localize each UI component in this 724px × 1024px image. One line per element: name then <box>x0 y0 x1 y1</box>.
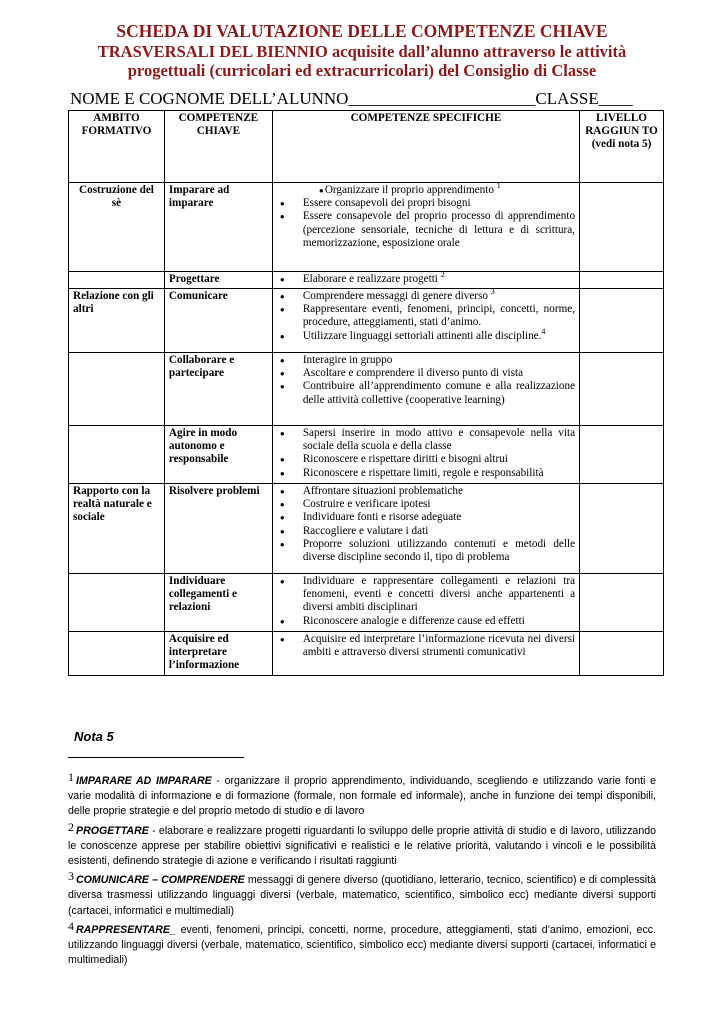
list-item: ● Contribuire all’apprendimento comune e alla realizzazione delle attività collettive (cooperative learning) <box>277 380 575 406</box>
header-competenze-specifiche: COMPETENZE SPECIFICHE <box>272 111 579 183</box>
specifiche-cell <box>272 183 579 272</box>
list-item: ● Costruire e verificare ipotesi <box>277 498 575 511</box>
table-row <box>69 183 664 272</box>
header-livello: LIVELLO RAGGIUN TO (vedi nota 5) <box>580 111 664 183</box>
list-item: ● Acquisire ed interpretare l’informazione ricevuta nei diversi ambiti e attraverso diversi strumenti comunicativi <box>277 633 575 659</box>
competenza-cell: Comunicare <box>164 289 272 353</box>
list-item: ● Riconoscere e rispettare diritti e bisogni altrui <box>277 453 575 466</box>
list-item: ● Essere consapevole del proprio processo di apprendimento (percezione sensoriale, tecniche di lettura e di scrittura, memorizzazione, esposizione orale <box>277 210 575 250</box>
competenza-cell: Progettare <box>164 272 272 289</box>
specifiche-cell <box>272 353 579 426</box>
footnotes <box>68 770 656 968</box>
competenza-cell: Collaborare e partecipare <box>164 353 272 426</box>
competenza-cell: Acquisire ed interpretare l’informazione <box>164 632 272 676</box>
livello-cell[interactable] <box>580 484 664 574</box>
list-item: ● Rappresentare eventi, fenomeni, principi, concetti, norme, procedure, atteggiamenti, stati d’animo. <box>277 303 575 329</box>
footnote-divider <box>68 757 244 758</box>
list-item: ● Affrontare situazioni problematiche <box>277 485 575 498</box>
competenza-cell: Agire in modo autonomo e responsabile <box>164 426 272 484</box>
table-row <box>69 426 664 484</box>
ambito-cell <box>69 272 165 289</box>
competenza-cell: Individuare collegamenti e relazioni <box>164 574 272 632</box>
ambito-cell: Relazione con gli altri <box>69 289 165 353</box>
specifiche-cell <box>272 289 579 353</box>
livello-cell[interactable] <box>580 183 664 272</box>
list-item: ● Utilizzare linguaggi settoriali attinenti alle discipline.$^4$ <box>277 330 575 343</box>
ambito-cell <box>69 426 165 484</box>
ambito-cell: Rapporto con la realtà naturale e sociale <box>69 484 165 574</box>
list-item: ● Organizzare il proprio apprendimento $^1$ <box>277 184 575 197</box>
specifiche-cell <box>272 632 579 676</box>
livello-cell[interactable] <box>580 426 664 484</box>
table-row <box>69 353 664 426</box>
evaluation-table <box>68 110 664 676</box>
specifiche-cell <box>272 272 579 289</box>
list-item: ● Raccogliere e valutare i dati <box>277 525 575 538</box>
header-competenze-chiave: COMPETENZE CHIAVE <box>164 111 272 183</box>
list-item: ● Individuare e rappresentare collegamenti e relazioni tra fenomeni, eventi e concetti diversi anche appartenenti a diversi ambiti disciplinari <box>277 575 575 615</box>
specifiche-cell <box>272 426 579 484</box>
list-item: ● Individuare fonti e risorse adeguate <box>277 511 575 524</box>
livello-cell[interactable] <box>580 574 664 632</box>
specifiche-cell <box>272 484 579 574</box>
list-item: ● Essere consapevoli dei propri bisogni <box>277 197 575 210</box>
competenza-cell: Risolvere problemi <box>164 484 272 574</box>
student-name-line: NOME E COGNOME DELL’ALUNNO______________________CLASSE____ <box>70 89 633 108</box>
nota-label: Nota 5 <box>74 729 114 744</box>
list-item: ● Riconoscere analogie e differenze cause ed effetti <box>277 615 575 628</box>
title-line-1: SCHEDA DI VALUTAZIONE DELLE COMPETENZE CHIAVE <box>116 21 608 41</box>
title-line-3: progettuali (curricolari ed extracurricolari) del Consiglio di Classe <box>127 61 597 80</box>
ambito-cell <box>69 574 165 632</box>
header-ambito: AMBITO FORMATIVO <box>69 111 165 183</box>
livello-cell[interactable] <box>580 353 664 426</box>
footnote: 1 IMPARARE AD IMPARARE - organizzare il proprio apprendimento, individuando, scegliendo e utilizzando varie fonti e varie modalità di informazione e di formazione (formale, non formale ed informale), anche in funzione dei tempi disponibili, delle proprie strategie e del proprio metodo di studio e di lavoro <box>68 770 656 818</box>
competenza-cell: Imparare ad imparare <box>164 183 272 272</box>
footnote: 2 PROGETTARE - elaborare e realizzare progetti riguardanti lo sviluppo delle proprie attività di studio e di lavoro, utilizzando le conoscenze apprese per stabilire obiettivi significativi e realistici e le relative priorità, valutando i vincoli e le possibilità esistenti, definendo strategie di azione e verificando i risultati raggiunti <box>68 819 656 868</box>
livello-cell[interactable] <box>580 289 664 353</box>
ambito-cell <box>69 353 165 426</box>
document-title <box>40 22 684 81</box>
table-row <box>69 289 664 353</box>
table-row <box>69 632 664 676</box>
footnote: 3 COMUNICARE – COMPRENDERE messaggi di genere diverso (quotidiano, letterario, tecnico, scientifico) e di complessità diversa trasmessi utilizzando linguaggi diversi (verbale, matematico, scientifico, simbolico ecc) mediante diversi supporti (cartacei, informatici e multimediali) <box>68 869 656 917</box>
table-row <box>69 484 664 574</box>
ambito-cell: Costruzione del sè <box>69 183 165 272</box>
list-item: ● Interagire in gruppo <box>277 354 575 367</box>
list-item: ● Riconoscere e rispettare limiti, regole e responsabilità <box>277 467 575 480</box>
list-item: ● Elaborare e realizzare progetti $^2$ <box>277 273 575 286</box>
table-header-row <box>69 111 664 183</box>
livello-cell[interactable] <box>580 272 664 289</box>
list-item: ● Ascoltare e comprendere il diverso punto di vista <box>277 367 575 380</box>
ambito-cell <box>69 632 165 676</box>
table-row <box>69 272 664 289</box>
footnote: 4 RAPPRESENTARE_ eventi, fenomeni, principi, concetti, norme, procedure, atteggiamenti, stati d’animo, emozioni, ecc. utilizzando linguaggi diversi (verbale, matematico, scientifico, simbolico ecc) mediante diversi supporti (cartacei, informatici e multimediali) <box>68 918 656 967</box>
list-item: ● Sapersi inserire in modo attivo e consapevole nella vita sociale della scuola e della classe <box>277 427 575 453</box>
livello-cell[interactable] <box>580 632 664 676</box>
list-item: ● Proporre soluzioni utilizzando contenuti e metodi delle diverse discipline secondo il, tipo di problema <box>277 538 575 564</box>
table-row <box>69 574 664 632</box>
title-line-2: TRASVERSALI DEL BIENNIO acquisite dall’alunno attraverso le attività <box>97 41 627 61</box>
specifiche-cell <box>272 574 579 632</box>
list-item: ● Comprendere messaggi di genere diverso $^3$ <box>277 290 575 303</box>
